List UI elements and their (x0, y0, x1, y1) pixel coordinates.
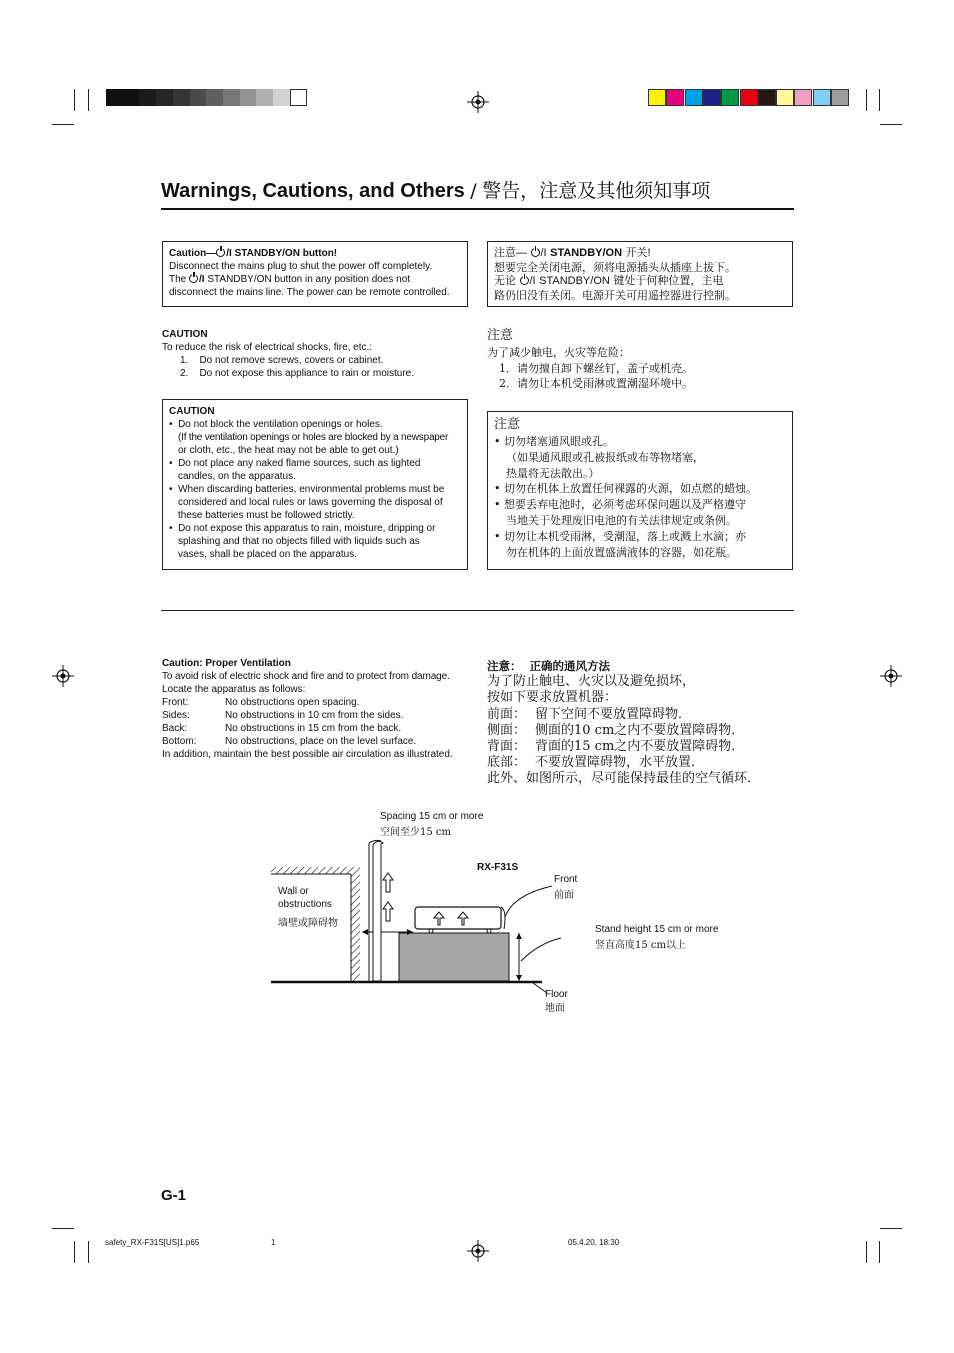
caution-section-1-en (162, 328, 468, 380)
ventilation-row-key: 侧面： (487, 722, 527, 738)
caution-section-1-zh (487, 327, 793, 392)
ventilation-row-value: 不要放置障碍物，水平放置． (535, 755, 705, 771)
registration-target-bottom (467, 1240, 489, 1262)
stand-label-en: Stand height 15 cm or more (595, 924, 719, 935)
caution-box-2-en (162, 399, 468, 570)
color-swatch (256, 89, 273, 106)
color-swatch (240, 89, 257, 106)
caution-2-bullet-cont-en: splashing and that no objects filled with liquids such as (178, 536, 420, 547)
front-label-en: Front (554, 874, 578, 885)
caution-2-bullet-en: • Do not expose this apparatus to rain, moisture, dripping or (169, 523, 436, 534)
page-title-zh: 警告，注意及其他须知事项 (482, 180, 711, 202)
caution-2-bullet-cont-zh: 当地关于处理废旧电池的有关法律规定或条例。 (506, 513, 737, 527)
title-rule (161, 208, 794, 210)
standby-line2-suffix: STANDBY/ON button in any position does not (207, 274, 411, 285)
caution-1-item-en: 2. Do not expose this appliance to rain or moisture. (180, 368, 415, 379)
caution-box-2-zh (487, 411, 793, 570)
caution-2-bullet-en: • Do not block the ventilation openings or holes. (169, 419, 383, 430)
caution-2-bullet-text: Do not place any naked flame sources, such as lighted (178, 458, 421, 469)
standby-line2-zh-suffix: 键处于何种位置，主电 (613, 274, 724, 287)
front-leader-line (505, 886, 552, 917)
ventilation-row-zh (487, 755, 787, 771)
power-icon (216, 248, 225, 257)
caution-2-bullet-text: 想要丢弃电池时，必须考虑环保问题以及严格遵守 (504, 498, 746, 512)
caution-1-item-en: 1. Do not remove screws, covers or cabinet. (180, 355, 384, 366)
footer-filename: safety_RX-F31S[US]1.p65 (105, 1238, 200, 1247)
page-title-separator: / (470, 180, 477, 202)
caution-1-intro-zh: 为了减少触电，火灾等危险： (487, 346, 630, 359)
caution-2-bullet-cont-en: considered and local rules or laws governing the disposal of (178, 497, 443, 508)
ventilation-row-en (162, 696, 472, 709)
standby-caution-heading-zh: 注意— /I STANDBY/ON 开关! (494, 247, 651, 259)
color-swatch (290, 89, 307, 106)
ventilation-line-en: Locate the apparatus as follows: (162, 684, 306, 695)
standby-heading-prefix: Caution— (169, 248, 217, 259)
vent-arrow-icon (383, 902, 393, 921)
ventilation-diagram (265, 835, 565, 995)
ventilation-row-zh (487, 707, 787, 723)
section-divider (161, 610, 794, 611)
wall-label-en-2: obstructions (278, 899, 332, 910)
ventilation-row-value: 侧面的10 cm之内不要放置障碍物． (535, 722, 745, 738)
ventilation-row-value: No obstructions in 10 cm from the sides. (225, 710, 404, 721)
wall-label-zh: 墙壁或障碍物 (278, 918, 338, 929)
footer-date: 05.4.20, 18:30 (568, 1238, 620, 1247)
color-swatch (758, 89, 776, 106)
ventilation-line-zh: 按如下要求放置机器： (487, 690, 618, 706)
caution-2-bullet-cont-en: vases, shall be placed on the apparatus. (178, 549, 358, 560)
caution-2-bullet-text: 切勿堵塞通风眼或孔。 (504, 435, 614, 448)
caution-2-bullet-cont-zh: 勿在机体的上面放置盛满液体的容器，如花瓶。 (506, 545, 737, 559)
ventilation-row-value: 留下空间不要放置障碍物． (535, 706, 692, 722)
spacing-label-en: Spacing 15 cm or more (380, 811, 484, 822)
ventilation-row-key: Front: (162, 697, 189, 708)
ventilation-heading-en: Caution: Proper Ventilation (162, 658, 291, 669)
caution-1-intro-en: To reduce the risk of electrical shocks, fire, etc.: (162, 342, 373, 353)
floor-label-zh: 地面 (545, 1003, 565, 1014)
ventilation-section-zh (487, 658, 787, 788)
color-swatch (123, 89, 140, 106)
vent-arrow-icon (383, 873, 393, 892)
footer-page: 1 (271, 1238, 276, 1247)
registration-target-top (467, 91, 489, 113)
standby-caution-heading-en: Caution— /I STANDBY/ON button! (169, 248, 338, 259)
ventilation-row-key: Back: (162, 723, 188, 734)
standby-heading-zh-prefix: 注意— (494, 247, 527, 259)
model-label: RX-F31S (477, 862, 519, 873)
registration-target-left (52, 665, 74, 687)
ventilation-row-value: No obstructions in 15 cm from the back. (225, 723, 402, 734)
ventilation-row-zh (487, 739, 787, 755)
standby-heading-suffix: STANDBY/ON button! (234, 248, 338, 259)
standby-caution-line2-zh: 无论 /I STANDBY/ON 键处于何种位置，主电 (494, 274, 724, 287)
color-swatch (139, 89, 156, 106)
ventilation-row-en (162, 722, 472, 735)
caution-2-bullet-text: 切勿让本机受雨淋，受潮湿，落上或溅上水滴；亦 (504, 529, 746, 543)
color-swatch (740, 89, 758, 106)
standby-heading-zh-tail: 开关! (625, 247, 651, 259)
caution-2-bullet-cont-en: or cloth, etc., the heat may not be able to get out.) (178, 445, 399, 456)
standby-caution-line3-en: disconnect the mains line. The power can be remote controlled. (169, 287, 450, 298)
ventilation-line-zh: 此外、如图所示，尽可能保持最佳的空气循环． (487, 771, 761, 787)
standby-line2-zh-label: STANDBY/ON (539, 275, 610, 287)
color-swatch (206, 89, 223, 106)
power-icon (531, 248, 540, 257)
standby-heading-zh-label: STANDBY/ON (550, 247, 623, 259)
caution-2-bullet-text: 切勿在机体上放置任何裸露的火源，如点燃的蜡烛。 (504, 482, 757, 496)
caution-2-heading-en: CAUTION (169, 406, 215, 417)
color-swatch (173, 89, 190, 106)
page-number: G-1 (161, 1187, 187, 1204)
caution-2-bullet-text: Do not block the ventilation openings or holes. (178, 419, 383, 430)
ventilation-line-en: To avoid risk of electric shock and fire and to protect from damage. (162, 671, 450, 682)
color-swatch (106, 89, 123, 106)
caution-2-bullet-cont-en: candles, on the apparatus. (178, 471, 296, 482)
caution-2-bullet-en: • When discarding batteries, environmental problems must be (169, 484, 445, 495)
color-swatch (156, 89, 173, 106)
standby-caution-box-zh (487, 241, 793, 307)
color-swatch (190, 89, 207, 106)
color-swatch (703, 89, 721, 106)
ventilation-line-zh: 为了防止触电、火灾以及避免损坏， (487, 674, 696, 690)
ventilation-line-en: In addition, maintain the best possible air circulation as illustrated. (162, 749, 453, 760)
caution-1-item-zh: 2．请勿让本机受雨淋或置潮湿环境中。 (499, 377, 693, 390)
color-swatch (273, 89, 290, 106)
standby-caution-box-en (162, 241, 468, 307)
ventilation-row-key: 前面： (487, 706, 527, 722)
caution-2-bullet-zh: • 切勿让本机受雨淋，受潮湿，落上或溅上水滴；亦 (494, 529, 746, 543)
color-swatch (794, 89, 812, 106)
spacing-label-zh: 空间至少15 cm (380, 827, 451, 838)
ventilation-row-key: 背面： (487, 739, 527, 755)
power-icon (189, 274, 198, 283)
color-swatch (223, 89, 240, 106)
stand-label-zh: 竖直高度15 cm以上 (595, 940, 686, 951)
standby-line2-prefix: The (169, 274, 190, 285)
standby-caution-line1-zh: 想要完全关闭电源，须将电源插头从插座上拔下。 (494, 260, 736, 274)
ventilation-row-key: 底部： (487, 755, 527, 771)
caution-2-bullet-zh: • 想要丢弃电池时，必须考虑环保问题以及严格遵守 (494, 498, 746, 512)
color-swatch (813, 89, 831, 106)
page-title-en: Warnings, Cautions, and Others (161, 180, 465, 202)
wall-side-hatch (351, 874, 360, 981)
page-title (161, 176, 710, 203)
ventilation-row-key: Bottom: (162, 736, 197, 747)
caution-2-bullet-zh: • 切勿在机体上放置任何裸露的火源，如点燃的蜡烛。 (494, 482, 757, 496)
caution-2-bullet-cont-en: these batteries must be followed strictly. (178, 510, 355, 521)
caution-2-bullet-en: • Do not place any naked flame sources, such as lighted (169, 458, 421, 469)
front-label-zh: 前面 (554, 890, 574, 901)
caution-2-bullet-zh: • 切勿堵塞通风眼或孔。 (494, 435, 614, 448)
stand-block (399, 933, 509, 981)
registration-target-right (880, 665, 902, 687)
standby-caution-line1-en: Disconnect the mains plug to shut the power off completely. (169, 261, 433, 272)
color-swatch (776, 89, 794, 106)
ventilation-row-key: Sides: (162, 710, 190, 721)
standby-caution-line3-zh: 路仍旧没有关闭。电源开关可用遥控器进行控制。 (494, 288, 736, 302)
ventilation-row-value: No obstructions, place on the level surface. (225, 736, 417, 747)
color-swatch (666, 89, 684, 106)
wall-top-hatch (271, 867, 360, 874)
caution-1-heading-zh: 注意 (487, 328, 514, 343)
power-icon (520, 276, 529, 285)
color-swatch (685, 89, 703, 106)
wall-label-en-1: Wall or (278, 886, 309, 897)
caution-1-item-zh: 1．请勿擅自卸下螺丝钉，盖子或机壳。 (499, 361, 693, 375)
caution-2-heading-zh: 注意 (494, 417, 521, 432)
color-swatch (648, 89, 666, 106)
ventilation-section-en (162, 657, 472, 761)
caution-2-bullet-cont-en: (If the ventilation openings or holes are blocked by a newspaper (178, 432, 449, 443)
color-swatch (831, 89, 849, 106)
ventilation-row-zh (487, 723, 787, 739)
standby-line2-zh-prefix: 无论 (494, 274, 516, 287)
caution-2-bullet-cont-zh: （如果通风眼或孔被报纸或布等物堵塞， (506, 450, 704, 464)
caution-1-heading-en: CAUTION (162, 329, 208, 340)
caution-2-bullet-text: Do not expose this apparatus to rain, moisture, dripping or (178, 523, 436, 534)
ventilation-row-value: No obstructions open spacing. (225, 697, 360, 708)
floor-label-en: Floor (545, 989, 568, 1000)
caution-2-bullet-text: When discarding batteries, environmental problems must be (178, 484, 445, 495)
stand-leader-line (521, 938, 561, 961)
spacing-up-arrow-icon (373, 841, 383, 981)
ventilation-row-en (162, 735, 472, 748)
ventilation-heading-zh: 注意： 正确的通风方法 (487, 659, 611, 673)
ventilation-row-en (162, 709, 472, 722)
standby-caution-line2-en: The /I STANDBY/ON button in any position does not (169, 274, 411, 285)
color-swatch (721, 89, 739, 106)
caution-2-bullet-cont-zh: 热量将无法散出。） (506, 466, 600, 480)
ventilation-row-value: 背面的15 cm之内不要放置障碍物． (535, 739, 745, 755)
